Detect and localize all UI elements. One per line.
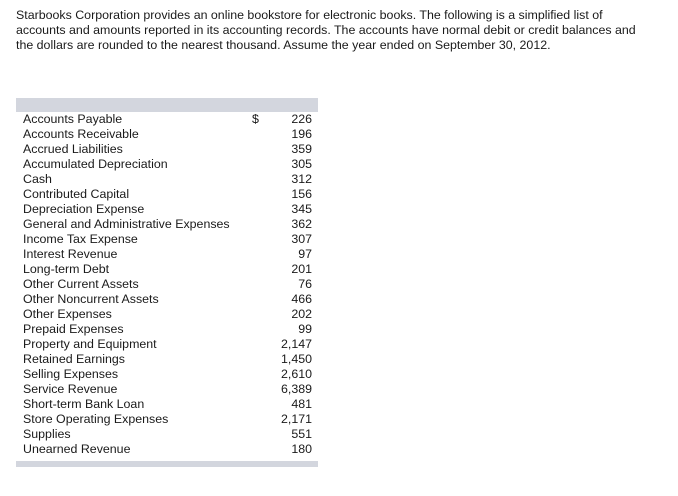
account-name: Retained Earnings — [23, 352, 125, 366]
currency-symbol — [252, 292, 268, 307]
currency-symbol: $ — [252, 112, 259, 126]
accounts-table-container — [16, 98, 318, 467]
table-row — [16, 172, 318, 187]
account-amount: 99 — [298, 322, 312, 336]
table-row — [16, 397, 318, 412]
account-name: General and Administrative Expenses — [23, 217, 230, 231]
currency-symbol — [252, 352, 268, 367]
currency-symbol — [252, 142, 268, 157]
account-amount: 202 — [291, 307, 312, 321]
table-row — [16, 367, 318, 382]
table-row — [16, 202, 318, 217]
table-footer-bar — [16, 461, 318, 467]
table-row — [16, 217, 318, 232]
currency-symbol — [252, 202, 268, 217]
account-name: Long-term Debt — [23, 262, 110, 276]
table-row — [16, 292, 318, 307]
currency-symbol — [252, 157, 268, 172]
table-row — [16, 187, 318, 202]
account-amount: 312 — [291, 172, 312, 186]
account-name: Accrued Liabilities — [23, 142, 123, 156]
currency-symbol — [252, 217, 268, 232]
account-amount: 6,389 — [280, 382, 312, 396]
currency-symbol — [252, 262, 268, 277]
currency-symbol — [252, 307, 268, 322]
currency-symbol — [252, 397, 268, 412]
table-row — [16, 427, 318, 442]
account-amount: 466 — [291, 292, 312, 306]
account-name: Store Operating Expenses — [23, 412, 169, 426]
table-header-bar — [16, 98, 318, 112]
account-amount: 345 — [291, 202, 312, 216]
account-name: Accounts Payable — [23, 112, 123, 126]
account-amount: 226 — [291, 112, 312, 126]
currency-symbol — [252, 382, 268, 397]
problem-statement: Starbooks Corporation provides an online bookstore for electronic books. The following is a simplified list of accounts and amounts reported in its accounting records. The accounts have normal debit or credit balances and the dollars are rounded to the nearest thousand. Assume the year ended on September 30, 2012. — [16, 8, 636, 53]
table-row — [16, 442, 318, 457]
account-name: Interest Revenue — [23, 247, 118, 261]
account-amount: 201 — [291, 262, 312, 276]
account-name: Short-term Bank Loan — [23, 397, 145, 411]
accounts-table — [16, 112, 318, 457]
currency-symbol — [252, 247, 268, 262]
account-name: Other Expenses — [23, 307, 112, 321]
table-row — [16, 112, 318, 127]
table-row — [16, 142, 318, 157]
account-amount: 362 — [291, 217, 312, 231]
accounts-table-body — [16, 112, 318, 457]
account-name: Accumulated Depreciation — [23, 157, 168, 171]
account-amount: 2,610 — [280, 367, 312, 381]
currency-symbol — [252, 232, 268, 247]
account-name: Cash — [23, 172, 52, 186]
table-row — [16, 232, 318, 247]
account-name: Selling Expenses — [23, 367, 119, 381]
currency-symbol — [252, 187, 268, 202]
account-name: Contributed Capital — [23, 187, 130, 201]
account-amount: 359 — [291, 142, 312, 156]
table-row — [16, 262, 318, 277]
account-amount: 76 — [298, 277, 312, 291]
account-amount: 97 — [298, 247, 312, 261]
account-amount: 307 — [291, 232, 312, 246]
currency-symbol — [252, 367, 268, 382]
currency-symbol — [252, 172, 268, 187]
currency-symbol — [252, 322, 268, 337]
table-row — [16, 247, 318, 262]
account-name: Unearned Revenue — [23, 442, 131, 456]
account-name: Other Current Assets — [23, 277, 139, 291]
table-row — [16, 412, 318, 427]
account-amount: 2,171 — [280, 412, 312, 426]
account-amount: 551 — [291, 427, 312, 441]
currency-symbol — [252, 127, 268, 142]
table-row — [16, 127, 318, 142]
currency-symbol — [252, 412, 268, 427]
account-name: Other Noncurrent Assets — [23, 292, 159, 306]
account-name: Prepaid Expenses — [23, 322, 124, 336]
account-name: Supplies — [23, 427, 71, 441]
account-amount: 196 — [291, 127, 312, 141]
currency-symbol — [252, 277, 268, 292]
account-name: Service Revenue — [23, 382, 118, 396]
currency-symbol — [252, 442, 268, 457]
account-name: Accounts Receivable — [23, 127, 139, 141]
account-amount: 1,450 — [280, 352, 312, 366]
table-row — [16, 277, 318, 292]
account-amount: 305 — [291, 157, 312, 171]
account-amount: 180 — [291, 442, 312, 456]
account-name: Income Tax Expense — [23, 232, 138, 246]
table-row — [16, 352, 318, 367]
table-row — [16, 337, 318, 352]
table-row — [16, 382, 318, 397]
account-name: Property and Equipment — [23, 337, 157, 351]
account-name: Depreciation Expense — [23, 202, 145, 216]
currency-symbol — [252, 337, 268, 352]
table-row — [16, 157, 318, 172]
table-row — [16, 307, 318, 322]
currency-symbol — [252, 427, 268, 442]
account-amount: 481 — [291, 397, 312, 411]
account-amount: 2,147 — [280, 337, 312, 351]
table-row — [16, 322, 318, 337]
account-amount: 156 — [291, 187, 312, 201]
